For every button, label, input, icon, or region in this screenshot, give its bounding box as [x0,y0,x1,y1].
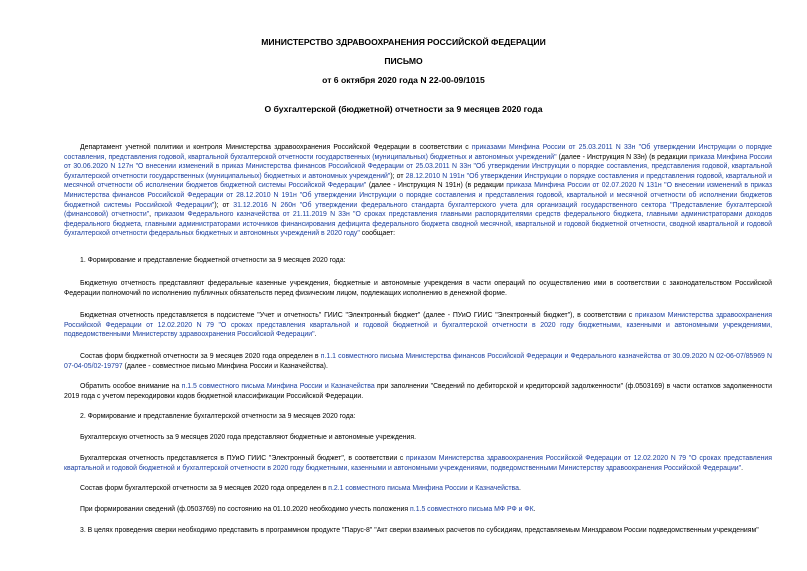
paragraph-accounting-forms [64,484,772,494]
paragraph-text: 3. В целях проведения сверки необходимо представить в программном продукте "Парус-8" "Акт сверки взаимных расчетов по субсидиям, представляемым Минздравом России подведомственным учреждениям" [80,527,759,534]
document-link[interactable]: приказами Минфина России от 25.03.2011 N 33н "Об утверждении Инструкции о порядке составления, представления годовой, квартальной бухгалтерской отчетности государственных (муниципальных) бюджетных и автономных учреждений" [64,144,772,161]
paragraph-text: Бюджетная отчетность представляется в подсистеме "Учет и отчетность" ГИИС "Электронный бюджет" (далее - ПУиО ГИИС "Электронный бюджет"), в соответствии с [80,312,636,319]
document-link[interactable]: п.1.1 совместного письма Министерства финансов Российской Федерации и Федерального казначейства от 30.09.2020 N 02-06-07/85969 N 07-04-05/02-19797 [64,353,773,370]
document-link[interactable]: приказом Министерства здравоохранения Российской Федерации от 12.02.2020 N 79 "О сроках представления квартальной и годовой бюджетной и бухгалтерской отчетности в 2020 году бюджетными, казенными и автономными учреждениями, подведомственными Министерству здравоохранения Российской Федерации" [64,455,772,472]
paragraph-accounting-reporters [64,433,772,443]
paragraph-text: . [518,485,521,492]
paragraph-section-3-title [64,526,772,536]
document-date-number: от 6 октября 2020 года N 22-00-09/1015 [322,75,485,85]
paragraph-text: ); от [214,201,234,209]
paragraph-text: ); от [390,172,406,180]
paragraph-budget-reporters [64,279,772,298]
document-link[interactable]: п.1.5 совместного письма МФ РФ и ФК [410,506,534,513]
paragraph-text: , [149,211,155,219]
paragraph-text: При формировании сведений (ф.0503769) по состоянию на 01.10.2020 необходимо учесть положения [80,506,411,513]
document-link[interactable]: 31.12.2016 N 260н "Об утверждении федерального стандарта бухгалтерского учета для организаций государственного сектора "Представление бухгалтерской (финансовой) отчетности" [64,201,773,219]
document-link[interactable]: приказа Минфина России от 30.06.2020 N 127н "О внесении изменений в приказ Министерства финансов Российской Федерации от 25.03.2011 N 33н "Об утверждении Инструкции о порядке составления, представления годовой, квартальной бухгалтерской отчетности государственных (муниципальных) бюджетных и автономных учреждений" [64,153,773,180]
paragraph-text: Бухгалтерскую отчетность за 9 месяцев 2020 года представляют бюджетные и автономные учреждения. [80,434,417,441]
document-link[interactable]: 28.12.2010 N 191н "Об утверждении Инструкции о порядке составления и представления годовой, квартальной и месячной отчетности об исполнении бюджетов бюджетной системы Российской Федерации" [64,172,772,190]
paragraph-text: . [741,464,744,472]
ministry-heading: МИНИСТЕРСТВО ЗДРАВООХРАНЕНИЯ РОССИЙСКОЙ ФЕДЕРАЦИИ [261,37,546,47]
paragraph-text: Обратить особое внимание на [80,383,182,390]
paragraph-text: Состав форм бюджетной отчетности за 9 месяцев 2020 года определен в [80,353,321,360]
paragraph-text: 1. Формирование и представление бюджетной отчетности за 9 месяцев 2020 года: [80,257,346,264]
paragraph-section-2-title [64,412,772,422]
document-link[interactable]: приказа Минфина России от 02.07.2020 N 131н "О внесении изменений в приказ Министерства финансов Российской Федерации от 28.12.2010 N 191н "Об утверждении Инструкции о порядке составления и представления годовой, квартальной и месячной отчетности об исполнении бюджетов бюджетной системы Российской Федерации" [64,182,772,209]
document-link[interactable]: п.1.5 совместного письма Минфина России и Казначейства [181,383,375,390]
document-link[interactable]: п.2.1 совместного письма Минфина России и Казначейства [328,485,519,492]
paragraph-preamble [64,143,772,239]
paragraph-text: Департамент учетной политики и контроля Министерства здравоохранения Российской Федерации в соответствии с [80,144,472,151]
document-link[interactable]: приказом Министерства здравоохранения Российской Федерации от 12.02.2020 N 79 "О сроках представления квартальной и годовой бюджетной и бухгалтерской отчетности в 2020 году бюджетными, казенными и автономными учреждениями, подведомственными Министерству здравоохранения Российской Федерации" [64,312,773,339]
paragraph-text: (далее - совместное письмо Минфина России и Казначейства). [122,362,328,370]
document-type-heading: ПИСЬМО [384,56,423,66]
paragraph-text: (далее - Инструкция N 191н) (в редакции [366,182,507,190]
paragraph-text: . [314,331,317,339]
paragraph-text: Бюджетную отчетность представляют федеральные казенные учреждения, бюджетные и автономные учреждения в части операций по осуществлению ими в соответствии с законодательством Российской Федерации полномочий по исполнению публичных обязательств перед физическим лицом, подлежащих исполнению в денежной форме. [64,280,772,297]
paragraph-form-0503769 [64,505,772,515]
paragraph-special-attention [64,382,772,401]
paragraph-budget-forms [64,352,772,371]
paragraph-text: 2. Формирование и представление бухгалтерской отчетности за 9 месяцев 2020 года: [80,413,356,420]
paragraph-accounting-submission [64,454,772,473]
paragraph-text: (далее - Инструкция N 33н) (в редакции [556,153,690,161]
paragraph-text: сообщает: [359,230,396,238]
document-subject: О бухгалтерской (бюджетной) отчетности за 9 месяцев 2020 года [264,104,543,114]
paragraph-text: Бухгалтерская отчетность представляется в ПУиО ГИИС "Электронный бюджет", в соответствии с [80,455,407,462]
paragraph-text: при заполнении "Сведений по дебиторской и кредиторской задолженности" (ф.0503169) в части остатков задолженности 2019 года с учетом перекодировки кодов бюджетной классификации Российской Федерации. [64,383,772,400]
paragraph-text: Состав форм бухгалтерской отчетности за 9 месяцев 2020 года определен в [80,485,329,492]
paragraph-section-1-title [64,256,772,266]
paragraph-text: . [533,506,536,513]
document-link[interactable]: приказом Федерального казначейства от 21.11.2019 N 33н "О сроках представления главными распорядителями средств федерального бюджета, главными администраторами доходов федерального бюджета, главными администраторами источников финансирования дефицита федерального бюджета сводной месячной, квартальной и годовой бюджетной отчетности, сводной квартальной и годовой бухгалтерской отчетности федеральных бюджетных и автономных учреждений в 2020 году" [64,211,772,238]
paragraph-budget-submission [64,311,772,340]
